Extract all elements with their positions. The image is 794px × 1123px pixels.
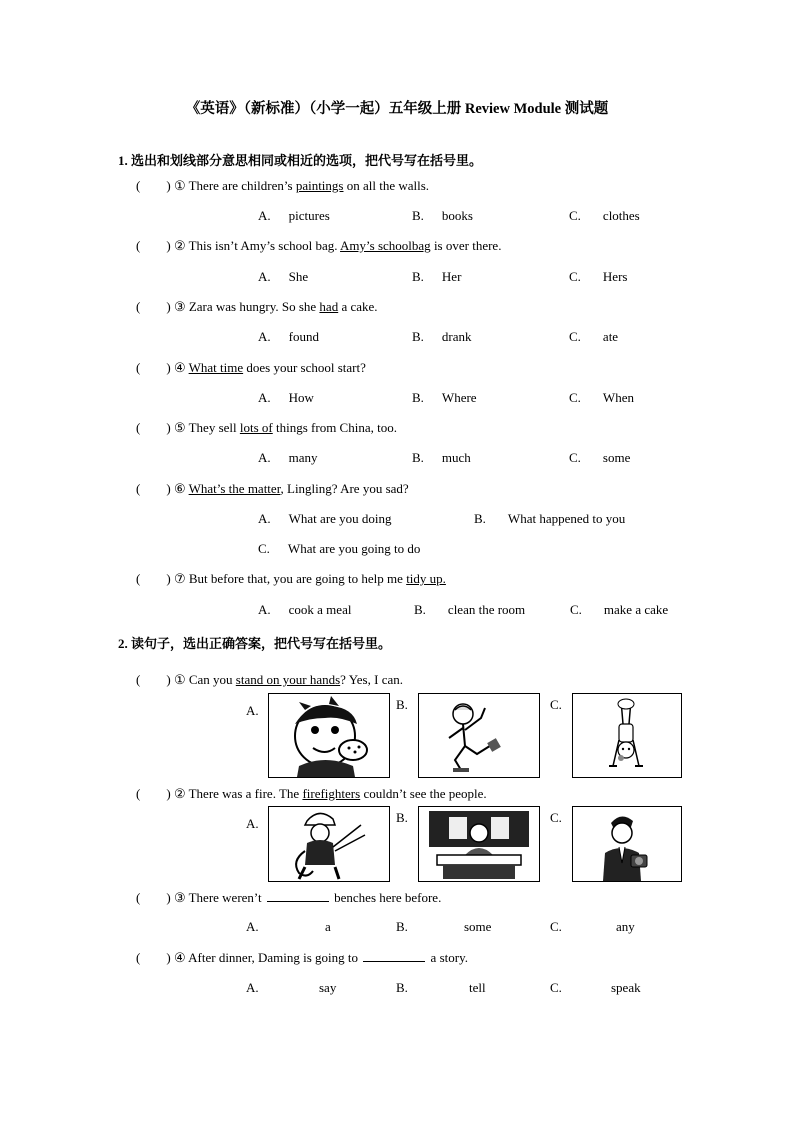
question-number: ②: [173, 786, 186, 801]
option-c[interactable]: [569, 269, 627, 285]
question-text: Can you: [188, 672, 236, 687]
paren-open: (: [136, 950, 141, 965]
question-1-1: [136, 178, 429, 194]
boy-eating-icon: [269, 694, 389, 777]
question-text: is over there.: [430, 238, 502, 253]
option-c-text[interactable]: speak: [611, 980, 641, 995]
paren-open: (: [136, 360, 141, 375]
option-c-letter[interactable]: C.: [550, 919, 562, 934]
option-c-text[interactable]: any: [616, 919, 635, 934]
option-b-letter[interactable]: B.: [396, 980, 408, 995]
paren-close: ): [166, 950, 171, 965]
paren-open: (: [136, 672, 141, 687]
option-text: make a cake: [603, 602, 669, 617]
option-c[interactable]: [569, 390, 634, 406]
paren-close: ): [166, 672, 171, 687]
underlined-phrase: paintings: [295, 178, 344, 193]
picture-option-b-label[interactable]: B.: [396, 697, 408, 712]
picture-option-a-label[interactable]: A.: [246, 703, 259, 718]
question-2-1: [136, 672, 403, 688]
option-letter: C.: [569, 329, 581, 344]
question-text: things from China, too.: [272, 420, 397, 435]
picture-option-b[interactable]: [418, 693, 540, 778]
page-title: 《英语》（新标准）（小学一起）五年级上册 Review Module 测试题: [185, 101, 609, 117]
paren-close: ): [166, 299, 171, 314]
question-number: ②: [173, 238, 186, 253]
option-letter: B.: [412, 450, 424, 465]
question-number: ①: [173, 178, 186, 193]
question-number: ①: [173, 672, 186, 687]
question-number: ⑦: [173, 571, 186, 586]
option-letter: A.: [258, 450, 271, 465]
option-c-letter[interactable]: C.: [550, 980, 562, 995]
picture-option-c[interactable]: [572, 806, 682, 882]
option-text: How: [288, 390, 314, 405]
option-letter: C.: [569, 269, 581, 284]
question-text: There was a fire. The: [188, 786, 303, 801]
picture-option-a[interactable]: [268, 693, 390, 778]
option-b-text[interactable]: tell: [469, 980, 486, 995]
option-a[interactable]: [258, 208, 330, 224]
section-1-heading: 1. 选出和划线部分意思相同或相近的选项，把代号写在括号里。: [118, 153, 483, 168]
question-text: After dinner, Daming is going to: [188, 950, 362, 965]
question-text: a story.: [427, 950, 468, 965]
paren-close: ): [166, 420, 171, 435]
option-letter: B.: [412, 269, 424, 284]
option-b[interactable]: [412, 329, 472, 345]
question-text: a cake.: [338, 299, 378, 314]
option-a-text[interactable]: a: [325, 919, 331, 934]
paren-open: (: [136, 481, 141, 496]
option-letter: B.: [412, 390, 424, 405]
answer-blank[interactable]: [363, 950, 425, 962]
option-b[interactable]: [412, 450, 471, 466]
question-number: ③: [173, 890, 186, 905]
picture-option-b-label[interactable]: B.: [396, 810, 408, 825]
underlined-phrase: tidy up.: [406, 571, 446, 586]
option-letter: B.: [412, 208, 424, 223]
option-letter: C.: [570, 602, 582, 617]
option-a[interactable]: [258, 511, 392, 527]
option-text: What happened to you: [507, 511, 626, 526]
option-b[interactable]: [474, 511, 625, 527]
picture-option-a[interactable]: [268, 806, 390, 882]
option-text: She: [288, 269, 309, 284]
option-letter: A.: [258, 208, 271, 223]
section-2-heading: 2. 读句子，选出正确答案，把代号写在括号里。: [118, 636, 392, 651]
handstand-icon: [573, 694, 681, 777]
option-text: Her: [441, 269, 462, 284]
option-letter: C.: [569, 208, 581, 223]
paren-close: ): [166, 571, 171, 586]
option-b[interactable]: [412, 208, 473, 224]
picture-option-c-label[interactable]: C.: [550, 810, 562, 825]
option-b-letter[interactable]: B.: [396, 919, 408, 934]
question-text: Zara was hungry. So she: [188, 299, 320, 314]
paren-open: (: [136, 786, 141, 801]
option-a[interactable]: [258, 390, 314, 406]
option-text: clean the room: [447, 602, 526, 617]
question-text: There weren’t: [188, 890, 265, 905]
question-number: ⑥: [173, 481, 186, 496]
option-letter: B.: [474, 511, 486, 526]
paren-open: (: [136, 420, 141, 435]
question-text: This isn’t Amy’s school bag.: [188, 238, 341, 253]
question-1-6: [136, 481, 409, 497]
question-text: But before that, you are going to help me: [188, 571, 407, 586]
question-number: ⑤: [173, 420, 186, 435]
underlined-phrase: What’s the matter: [188, 481, 281, 496]
option-a-letter[interactable]: A.: [246, 919, 259, 934]
option-letter: A.: [258, 269, 271, 284]
option-c[interactable]: [570, 602, 668, 618]
option-letter: A.: [258, 329, 271, 344]
option-text: much: [441, 450, 471, 465]
question-2-3: [136, 890, 441, 906]
option-letter: B.: [414, 602, 426, 617]
option-letter: A.: [258, 390, 271, 405]
option-text: cook a meal: [288, 602, 352, 617]
underlined-phrase: stand on your hands: [235, 672, 341, 687]
option-letter: A.: [258, 511, 271, 526]
picture-option-c-label[interactable]: C.: [550, 697, 562, 712]
paren-open: (: [136, 890, 141, 905]
question-text: couldn’t see the people.: [360, 786, 487, 801]
option-text: clothes: [602, 208, 640, 223]
question-text: does your school start?: [243, 360, 366, 375]
question-1-2: [136, 238, 501, 254]
option-a[interactable]: [258, 450, 318, 466]
question-text: benches here before.: [330, 890, 442, 905]
option-text: What are you going to do: [287, 541, 421, 556]
paren-close: ): [166, 786, 171, 801]
question-number: ③: [173, 299, 186, 314]
option-a-text[interactable]: say: [319, 980, 337, 995]
option-text: found: [288, 329, 319, 344]
paren-open: (: [136, 299, 141, 314]
skater-icon: [419, 694, 539, 777]
question-1-3: [136, 299, 378, 315]
option-b[interactable]: [414, 602, 525, 618]
paren-close: ): [166, 360, 171, 375]
paren-close: ): [166, 890, 171, 905]
paren-open: (: [136, 178, 141, 193]
question-2-4: [136, 950, 468, 966]
option-c[interactable]: [569, 208, 640, 224]
option-a[interactable]: [258, 269, 308, 285]
option-text: When: [602, 390, 634, 405]
question-1-5: [136, 420, 397, 436]
option-c[interactable]: [569, 329, 618, 345]
paren-close: ): [166, 178, 171, 193]
option-text: pictures: [288, 208, 330, 223]
option-c[interactable]: [258, 541, 420, 557]
option-a[interactable]: [258, 329, 319, 345]
question-2-2: [136, 786, 487, 802]
option-text: Where: [441, 390, 477, 405]
paren-open: (: [136, 238, 141, 253]
option-b-text[interactable]: some: [464, 919, 492, 934]
question-text: There are children’s: [188, 178, 296, 193]
question-text: , Lingling? Are you sad?: [280, 481, 409, 496]
option-c[interactable]: [569, 450, 630, 466]
question-text: ? Yes, I can.: [340, 672, 403, 687]
underlined-phrase: Amy’s schoolbag: [340, 238, 431, 253]
option-a-letter[interactable]: A.: [246, 980, 259, 995]
paren-open: (: [136, 571, 141, 586]
picture-option-b[interactable]: [418, 806, 540, 882]
picture-option-c[interactable]: [572, 693, 682, 778]
option-b[interactable]: [412, 390, 477, 406]
option-letter: C.: [569, 390, 581, 405]
option-text: Hers: [602, 269, 628, 284]
option-a[interactable]: [258, 602, 351, 618]
option-text: drank: [441, 329, 472, 344]
firefighter-icon: [269, 807, 389, 881]
question-text: on all the walls.: [343, 178, 430, 193]
underlined-phrase: had: [319, 299, 339, 314]
underlined-phrase: What time: [188, 360, 244, 375]
question-number: ④: [173, 950, 186, 965]
option-b[interactable]: [412, 269, 461, 285]
question-1-7: [136, 571, 446, 587]
question-text: They sell: [188, 420, 240, 435]
paren-close: ): [166, 238, 171, 253]
photographer-icon: [573, 807, 681, 881]
option-text: ate: [602, 329, 619, 344]
answer-blank[interactable]: [267, 890, 329, 902]
option-text: many: [288, 450, 318, 465]
option-letter: C.: [258, 541, 270, 556]
paren-close: ): [166, 481, 171, 496]
underlined-phrase: firefighters: [302, 786, 361, 801]
newsreader-icon: [419, 807, 539, 881]
picture-option-a-label[interactable]: A.: [246, 816, 259, 831]
option-text: books: [441, 208, 473, 223]
question-number: ④: [173, 360, 186, 375]
option-letter: B.: [412, 329, 424, 344]
option-text: What are you doing: [288, 511, 392, 526]
option-letter: A.: [258, 602, 271, 617]
option-text: some: [602, 450, 631, 465]
underlined-phrase: lots of: [239, 420, 273, 435]
option-letter: C.: [569, 450, 581, 465]
question-1-4: [136, 360, 366, 376]
